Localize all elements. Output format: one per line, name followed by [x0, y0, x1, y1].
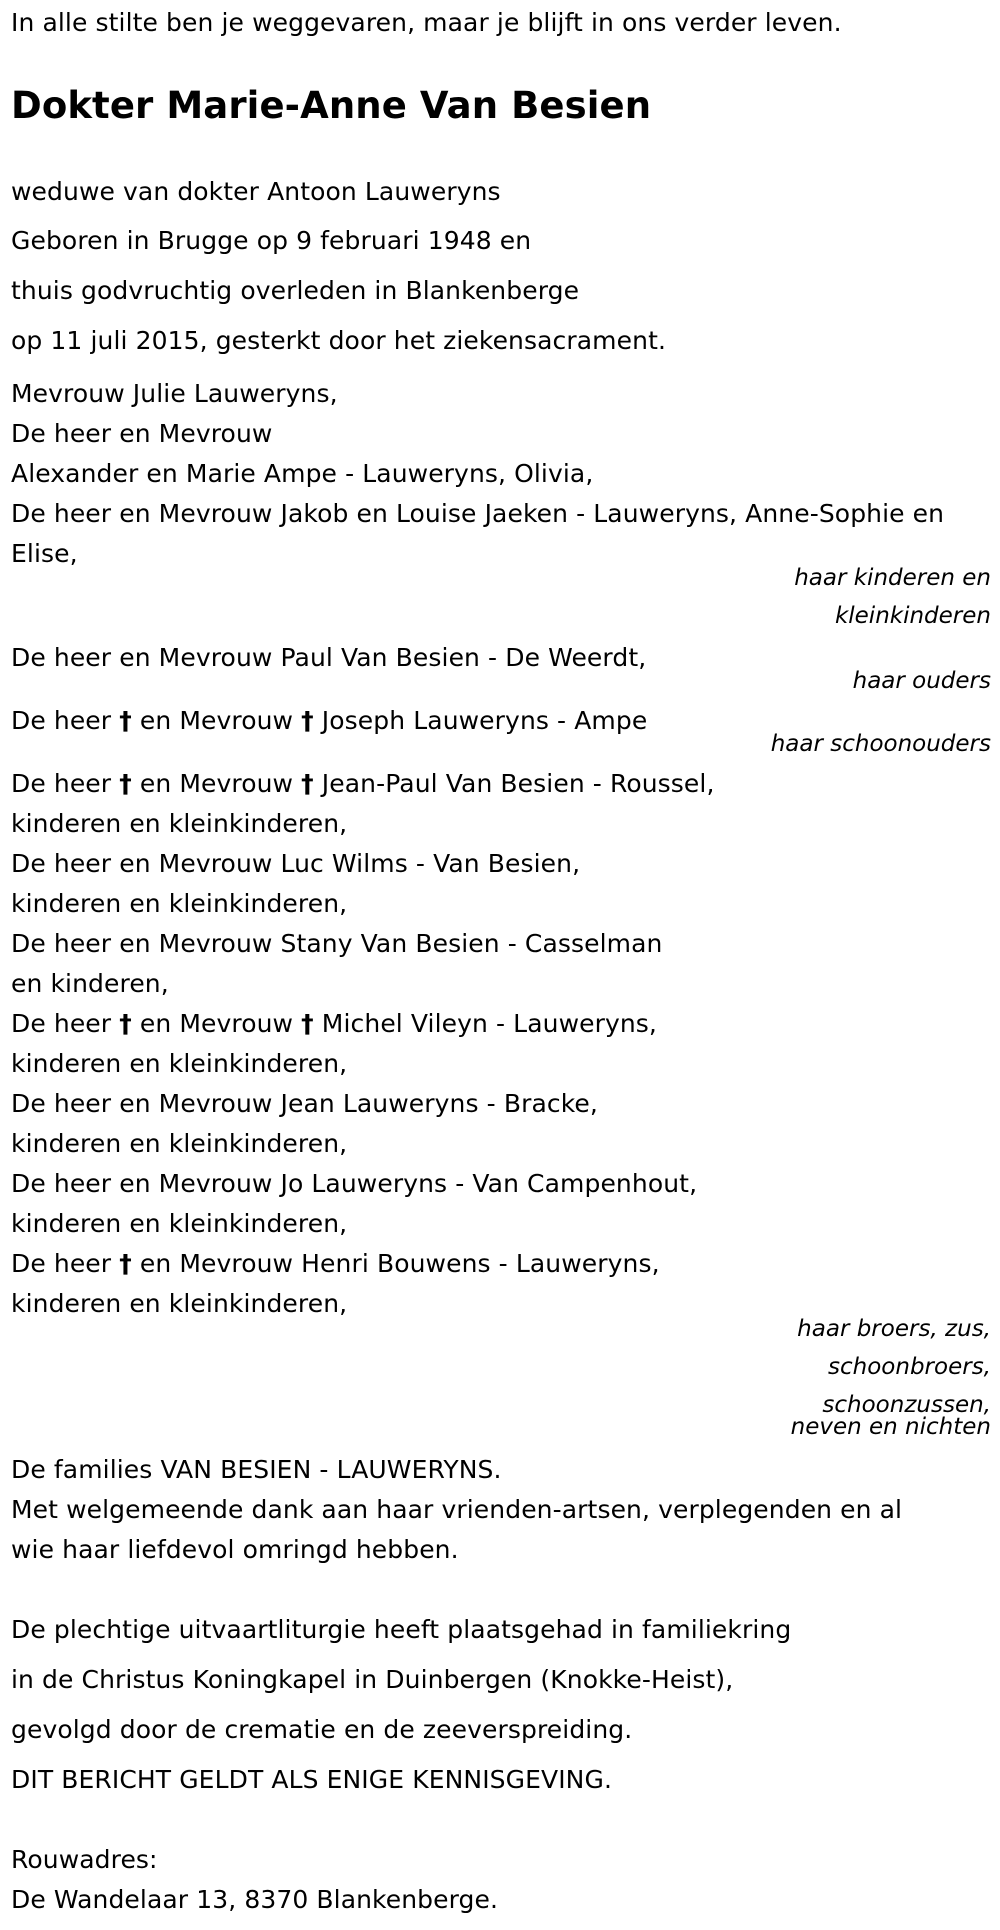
text-segment: en Mevrouw Henri Bouwens - Lauweryns, — [131, 1249, 660, 1278]
opening-quote: In alle stilte ben je weggevaren, maar je blijft in ons verder leven. — [11, 8, 842, 37]
family-line: De heer en Mevrouw Stany Van Besien - Casselman — [11, 929, 663, 958]
text-segment: Michel Vileyn - Lauweryns, — [313, 1009, 657, 1038]
relation-label: kleinkinderen — [834, 603, 991, 629]
address: De Wandelaar 13, 8370 Blankenberge. — [11, 1885, 499, 1914]
family-line: kinderen en kleinkinderen, — [11, 1289, 348, 1318]
family-line — [11, 704, 647, 738]
funeral-line: gevolgd door de crematie en de zeeverspreiding. — [11, 1715, 633, 1744]
thanks-line: Met welgemeende dank aan haar vrienden-artsen, verplegenden en al — [11, 1495, 903, 1524]
funeral-line: De plechtige uitvaartliturgie heeft plaatsgehad in familiekring — [11, 1615, 792, 1644]
cross-icon: † — [301, 1009, 314, 1038]
intro-line: weduwe van dokter Antoon Lauweryns — [11, 177, 501, 206]
relation-label: haar kinderen en — [794, 565, 991, 591]
family-line: kinderen en kleinkinderen, — [11, 1049, 348, 1078]
family-line — [11, 1247, 660, 1281]
intro-line: thuis godvruchtig overleden in Blankenberge — [11, 276, 580, 305]
cross-icon: † — [301, 706, 314, 735]
text-segment: en Mevrouw — [131, 706, 302, 735]
relation-label: haar broers, zus, — [797, 1316, 991, 1342]
family-line — [11, 767, 715, 801]
cross-icon: † — [119, 769, 132, 798]
family-line: kinderen en kleinkinderen, — [11, 889, 348, 918]
family-line: Alexander en Marie Ampe - Lauweryns, Olivia, — [11, 459, 594, 488]
family-line: kinderen en kleinkinderen, — [11, 1209, 348, 1238]
family-line: De heer en Mevrouw Jakob en Louise Jaeken - Lauweryns, Anne-Sophie en — [11, 499, 945, 528]
relation-label: haar ouders — [852, 668, 991, 694]
cross-icon: † — [301, 769, 314, 798]
relation-label: schoonbroers, — [828, 1354, 991, 1380]
families-line: De families VAN BESIEN - LAUWERYNS. — [11, 1455, 502, 1484]
funeral-line: DIT BERICHT GELDT ALS ENIGE KENNISGEVING. — [11, 1765, 612, 1794]
thanks-line: wie haar liefdevol omringd hebben. — [11, 1535, 459, 1564]
family-line: Mevrouw Julie Lauweryns, — [11, 379, 338, 408]
family-line: De heer en Mevrouw — [11, 419, 273, 448]
family-line: en kinderen, — [11, 969, 169, 998]
text-segment: De heer — [11, 769, 120, 798]
text-segment: De heer — [11, 1009, 120, 1038]
intro-line: op 11 juli 2015, gesterkt door het ziekensacrament. — [11, 326, 667, 355]
funeral-line: in de Christus Koningkapel in Duinbergen (Knokke-Heist), — [11, 1665, 734, 1694]
relation-label: schoonzussen, — [822, 1392, 991, 1418]
family-line: kinderen en kleinkinderen, — [11, 809, 348, 838]
family-line: De heer en Mevrouw Paul Van Besien - De Weerdt, — [11, 643, 647, 672]
text-segment: en Mevrouw — [131, 769, 302, 798]
relation-label: haar schoonouders — [770, 731, 991, 757]
text-segment: De heer — [11, 706, 120, 735]
cross-icon: † — [119, 706, 132, 735]
deceased-name: Dokter Marie-Anne Van Besien — [11, 84, 652, 127]
family-line: De heer en Mevrouw Luc Wilms - Van Besien, — [11, 849, 581, 878]
family-line: De heer en Mevrouw Jean Lauweryns - Bracke, — [11, 1089, 598, 1118]
relation-label: neven en nichten — [790, 1414, 991, 1440]
text-segment: en Mevrouw — [131, 1009, 302, 1038]
family-line: kinderen en kleinkinderen, — [11, 1129, 348, 1158]
text-segment: De heer — [11, 1249, 120, 1278]
address-label: Rouwadres: — [11, 1845, 158, 1874]
cross-icon: † — [119, 1009, 132, 1038]
family-line: De heer en Mevrouw Jo Lauweryns - Van Campenhout, — [11, 1169, 698, 1198]
text-segment: Joseph Lauweryns - Ampe — [313, 706, 648, 735]
family-line: Elise, — [11, 539, 78, 568]
intro-line: Geboren in Brugge op 9 februari 1948 en — [11, 226, 532, 255]
cross-icon: † — [119, 1249, 132, 1278]
family-line — [11, 1007, 657, 1041]
text-segment: Jean-Paul Van Besien - Roussel, — [313, 769, 715, 798]
